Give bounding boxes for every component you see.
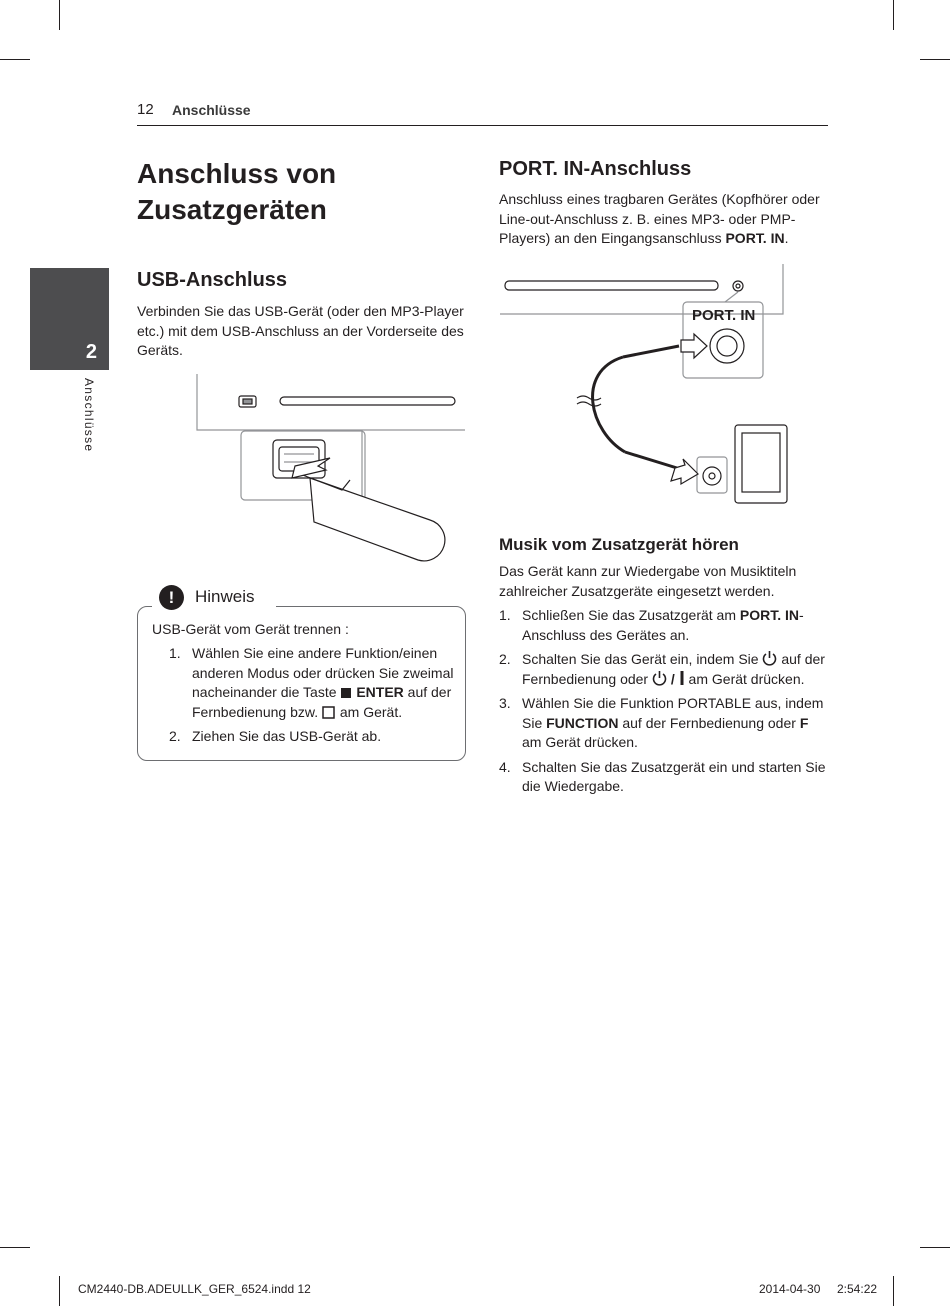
list-item <box>499 758 829 797</box>
crop-mark <box>893 1276 894 1306</box>
usb-illustration <box>190 370 470 570</box>
list-item-text: auf der Fernbedienung oder <box>618 714 800 731</box>
list-item <box>169 727 454 747</box>
chapter-tab <box>30 268 109 370</box>
crop-mark <box>920 59 950 60</box>
stop-button-icon <box>322 706 336 719</box>
port-in-heading: PORT. IN-Anschluss <box>499 158 692 180</box>
list-item-text: Wählen Sie eine andere Funktion/einen anderen Modus oder drücken Sie zweimal nacheinander die Taste <box>192 645 454 700</box>
list-item <box>499 650 829 689</box>
list-item-key: ENTER <box>356 684 404 700</box>
list-item <box>499 694 829 753</box>
footer-date: 2014-04-30 <box>759 1282 821 1296</box>
stop-icon <box>340 687 352 699</box>
chapter-side-label <box>80 378 96 468</box>
list-item-text: Schalten Sie das Zusatzgerät ein und starten Sie die Wiedergabe. <box>522 758 826 794</box>
list-item-number: 2. <box>169 728 181 744</box>
list-item-text: am Gerät drücken. <box>522 734 638 750</box>
port-in-text-part: . <box>784 230 789 246</box>
port-in-illustration <box>495 262 795 512</box>
list-item-text: Schließen Sie das Zusatzgerät am <box>522 607 740 623</box>
note-intro: USB-Gerät vom Gerät trennen : <box>152 621 349 637</box>
crop-mark <box>0 59 30 60</box>
page-title <box>137 156 336 228</box>
note-title: Hinweis <box>195 587 255 606</box>
crop-mark <box>59 1276 60 1306</box>
port-in-figure-label: PORT. IN <box>692 307 756 324</box>
page-title-line: Anschluss von <box>137 158 337 189</box>
list-item-text: Schalten Sie das Gerät ein, indem Sie <box>522 651 763 667</box>
list-item-text: Ziehen Sie das USB-Gerät ab. <box>192 728 382 744</box>
music-steps <box>499 606 829 802</box>
list-item <box>499 606 829 645</box>
crop-mark <box>0 1247 30 1248</box>
music-intro: Das Gerät kann zur Wiedergabe von Musiktiteln zahlreicher Zusatzgeräte eingesetzt werden. <box>499 563 797 599</box>
port-in-text-part: Anschluss eines tragbaren Gerätes (Kopfhörer oder Line-out-Anschluss z. B. eines MP3- oder PMP-Players) an den Eingangsanschluss <box>499 191 820 246</box>
page-number: 12 <box>137 101 154 118</box>
note-steps <box>169 644 454 752</box>
list-item-number: 2. <box>499 651 511 667</box>
list-item-text: auf der Fernbedienung bzw. <box>192 684 452 720</box>
crop-mark <box>920 1247 950 1248</box>
crop-mark <box>59 0 60 30</box>
crop-mark <box>893 0 894 30</box>
port-in-text <box>499 190 829 249</box>
list-item-text: Wählen Sie die Funktion PORTABLE aus, indem Sie <box>522 695 824 731</box>
header-section-title: Anschlüsse <box>172 102 251 118</box>
music-heading: Musik vom Zusatzgerät hören <box>499 535 739 554</box>
list-item-key: PORT. IN <box>739 607 800 623</box>
footer-time: 2:54:22 <box>837 1282 878 1296</box>
usb-heading: USB-Anschluss <box>137 269 288 291</box>
list-item <box>169 644 454 722</box>
chapter-number: 2 <box>85 341 97 363</box>
power-icon <box>652 670 667 686</box>
chapter-side-label-text: Anschlüsse <box>82 378 96 453</box>
list-item-number: 1. <box>169 645 181 661</box>
list-item-text: -Anschluss des Gerätes an. <box>522 607 804 643</box>
list-item-text: auf der Fernbedienung oder <box>522 651 825 687</box>
list-item-number: 3. <box>499 695 511 711</box>
page-title-line: Zusatzgeräten <box>137 194 327 225</box>
list-item-key: FUNCTION <box>546 714 619 731</box>
usb-text: Verbinden Sie das USB-Gerät (oder den MP3-Player etc.) mit dem USB-Anschluss an der Vorderseite des Geräts. <box>137 303 464 358</box>
list-item-number: 4. <box>499 758 511 775</box>
list-item-key: / <box>670 670 679 687</box>
list-item-text: am Gerät drücken. <box>684 670 805 687</box>
power-icon <box>762 650 777 666</box>
footer-file: CM2440-DB.ADEULLK_GER_6524.indd 12 <box>78 1282 311 1296</box>
port-in-text-bold: PORT. IN <box>725 230 785 246</box>
list-item-number: 1. <box>499 607 511 623</box>
list-item-text: am Gerät. <box>335 703 403 720</box>
list-item-key: F <box>799 714 809 731</box>
page-header <box>137 100 828 126</box>
exclamation-icon: ! <box>159 585 184 610</box>
